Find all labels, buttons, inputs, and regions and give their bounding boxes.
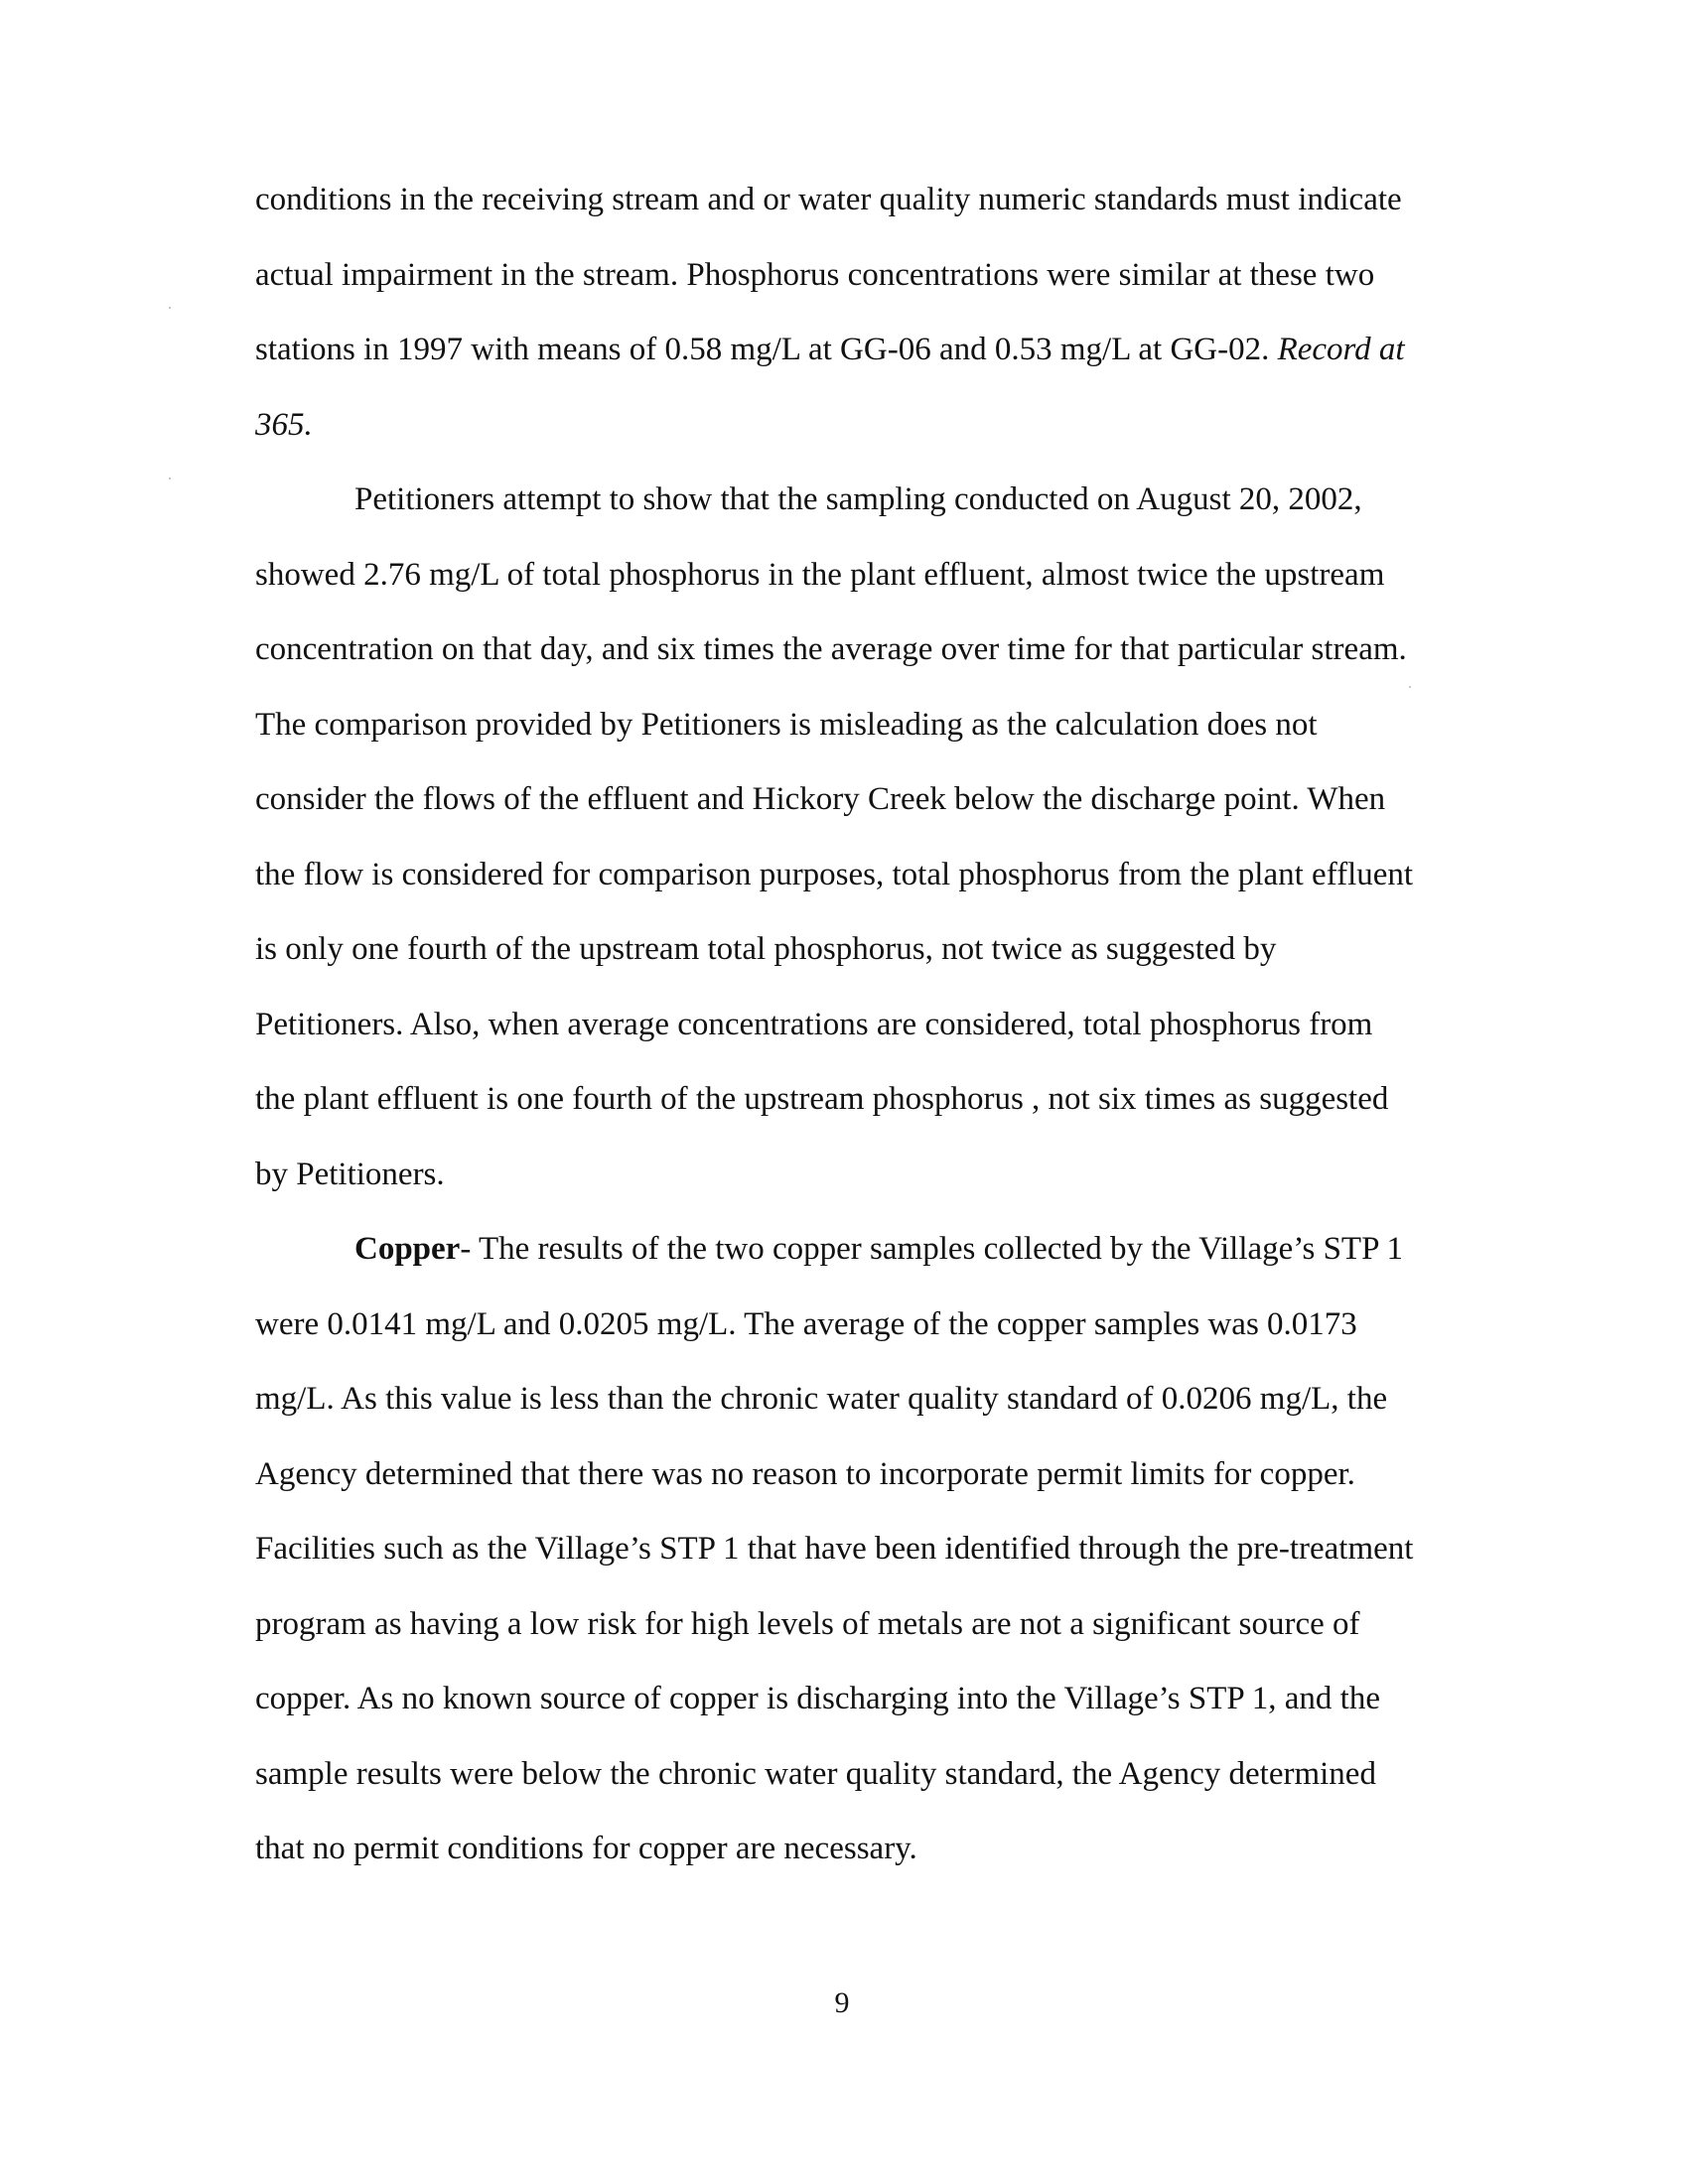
- paragraph-phosphorus-stations: [255, 163, 1419, 463]
- paragraph-copper: [255, 1212, 1419, 1887]
- paragraph-text: - The results of the two copper samples collected by the Village’s STP 1 were 0.0141 mg/L and 0.0205 mg/L. The average of the copper samples was 0.0173 mg/L. As this value is less than the chronic water quality standard of 0.0206 mg/L, the Agency determined that there was no reason to incorporate permit limits for copper. Facilities such as the Village’s STP 1 that have been identified through the pre-treatment program as having a low risk for high levels of metals are not a significant source of copper. As no known source of copper is discharging into the Village’s STP 1, and the sample results were below the chronic water quality standard, the Agency determined that no permit conditions for copper are necessary.: [255, 1231, 1414, 1866]
- copper-heading: Copper: [354, 1231, 461, 1267]
- paragraph-text: Petitioners attempt to show that the sampling conducted on August 20, 2002, showed 2.76 mg/L of total phosphorus in the plant effluent, almost twice the upstream concentration on that day, and six times the average over time for that particular stream. The comparison provided by Petitioners is misleading as the calculation does not consider the flows of the effluent and Hickory Creek below the discharge point. When the flow is considered for comparison purposes, total phosphorus from the plant effluent is only one fourth of the upstream total phosphorus, not twice as suggested by Petitioners. Also, when average concentrations are considered, total phosphorus from the plant effluent is one fourth of the upstream phosphorus , not six times as suggested by Petitioners.: [255, 481, 1414, 1192]
- scan-speck: [169, 478, 171, 479]
- record-citation: Record at 365.: [255, 332, 1405, 443]
- scan-speck: [169, 307, 171, 309]
- paragraph-text: conditions in the receiving stream and or water quality numeric standards must indicate actual impairment in the stream. Phosphorus concentrations were similar at these two stations in 1997 with means of 0.58 mg/L at GG-06 and 0.53 mg/L at GG-02.: [255, 182, 1402, 367]
- paragraph-petitioners-sampling: [255, 463, 1419, 1212]
- scan-speck: [1409, 686, 1411, 688]
- document-body: [255, 163, 1419, 1887]
- page-number: 9: [834, 1986, 850, 2019]
